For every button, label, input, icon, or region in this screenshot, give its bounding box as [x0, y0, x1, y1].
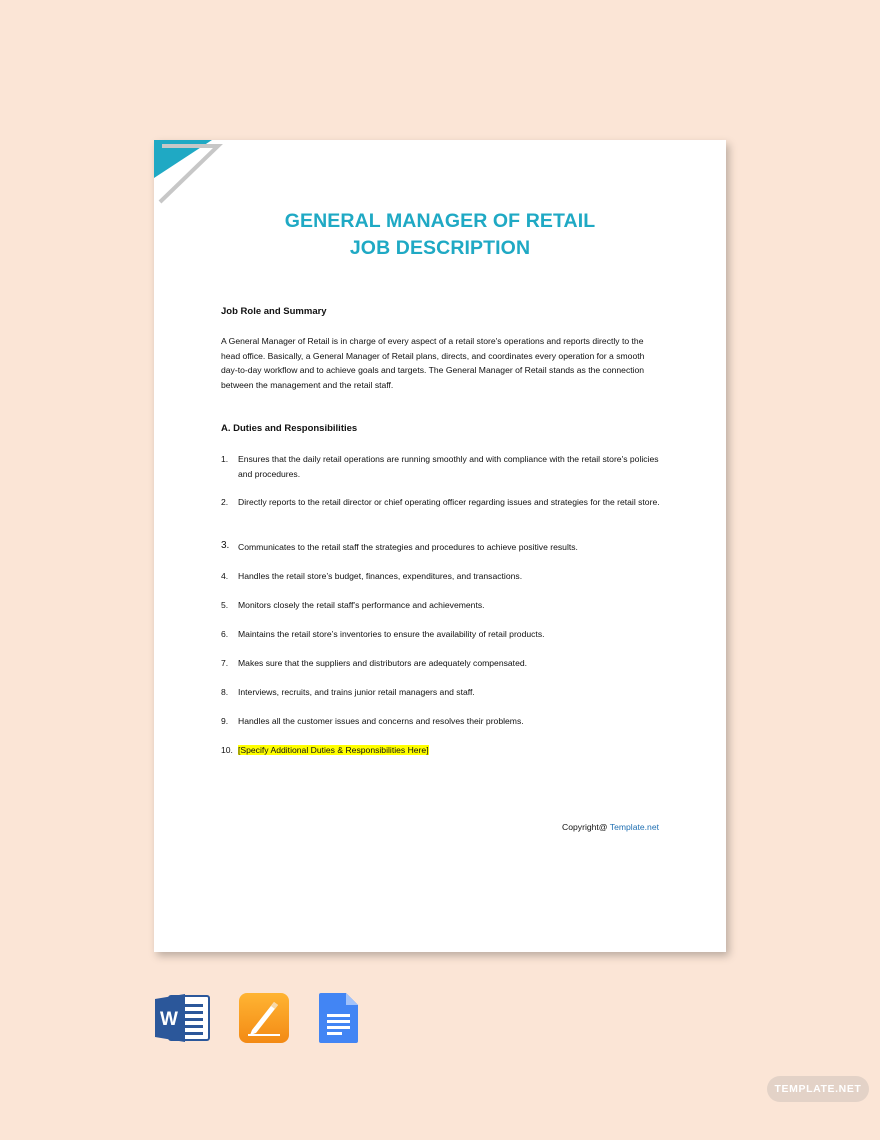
duty-number: 4. — [221, 571, 229, 581]
document-title — [154, 208, 726, 262]
svg-text:W: W — [160, 1009, 178, 1030]
duty-text: Ensures that the daily retail operations are running smoothly and with compliance with the retail store's policies and procedures. — [238, 454, 659, 479]
watermark-badge: TEMPLATE.NET — [767, 1076, 869, 1102]
duties-heading: A. Duties and Responsibilities — [221, 423, 358, 434]
duty-item — [221, 714, 666, 729]
title-line-1: GENERAL MANAGER OF RETAIL — [284, 210, 596, 232]
copyright-label: Copyright@ — [562, 822, 610, 832]
duty-item — [221, 495, 666, 510]
duty-item — [221, 656, 666, 671]
duty-text: Handles the retail store’s budget, finances, expenditures, and transactions. — [238, 571, 523, 581]
duty-text: Makes sure that the suppliers and distributors are adequately compensated. — [238, 658, 528, 668]
duty-text: Maintains the retail store’s inventories to ensure the availability of retail products. — [238, 629, 545, 639]
duty-number: 2. — [221, 497, 229, 507]
duty-text: Directly reports to the retail director or chief operating officer regarding issues and strategies for the retail store. — [238, 497, 660, 507]
duty-number: 8. — [221, 687, 229, 697]
duty-number: 5. — [221, 600, 229, 610]
duty-number: 1. — [221, 454, 229, 464]
pages-icon[interactable] — [238, 992, 290, 1044]
title-line-2: JOB DESCRIPTION — [349, 237, 531, 259]
placeholder-highlight: [Specify Additional Duties & Responsibilities Here] — [238, 745, 429, 755]
duty-text: Monitors closely the retail staff's performance and achievements. — [238, 600, 485, 610]
copyright-link[interactable]: Template.net — [609, 822, 659, 832]
duty-item — [221, 540, 666, 555]
summary-heading: Job Role and Summary — [221, 306, 327, 317]
duty-text: Handles all the customer issues and concerns and resolves their problems. — [238, 716, 524, 726]
summary-text: A General Manager of Retail is in charge of every aspect of a retail store's operations and reports directly to the head office. Basically, a General Manager of Retail plans, directs, and coordinates every operation for a smooth day-to-day workflow and to achieve goals and targets. The General Manager of Retail stands as the connection between the management and the retail staff. — [221, 336, 645, 391]
duty-text: Communicates to the retail staff the strategies and procedures to achieve positive results. — [238, 542, 578, 552]
duty-number: 7. — [221, 658, 229, 668]
duty-item — [221, 569, 666, 584]
duty-item — [221, 685, 666, 700]
duty-text: Interviews, recruits, and trains junior retail managers and staff. — [238, 687, 475, 697]
duty-item — [221, 452, 666, 481]
google-docs-icon[interactable] — [318, 992, 360, 1044]
duty-item — [221, 743, 666, 758]
duty-item — [221, 627, 666, 642]
word-icon[interactable] — [155, 992, 211, 1044]
duty-number: 10. — [221, 745, 233, 755]
duty-number: 3. — [221, 540, 230, 551]
document-page — [154, 140, 726, 952]
duty-number: 9. — [221, 716, 229, 726]
duty-item — [221, 598, 666, 613]
corner-decoration — [154, 140, 224, 206]
copyright-notice — [562, 822, 659, 832]
duty-number: 6. — [221, 629, 229, 639]
